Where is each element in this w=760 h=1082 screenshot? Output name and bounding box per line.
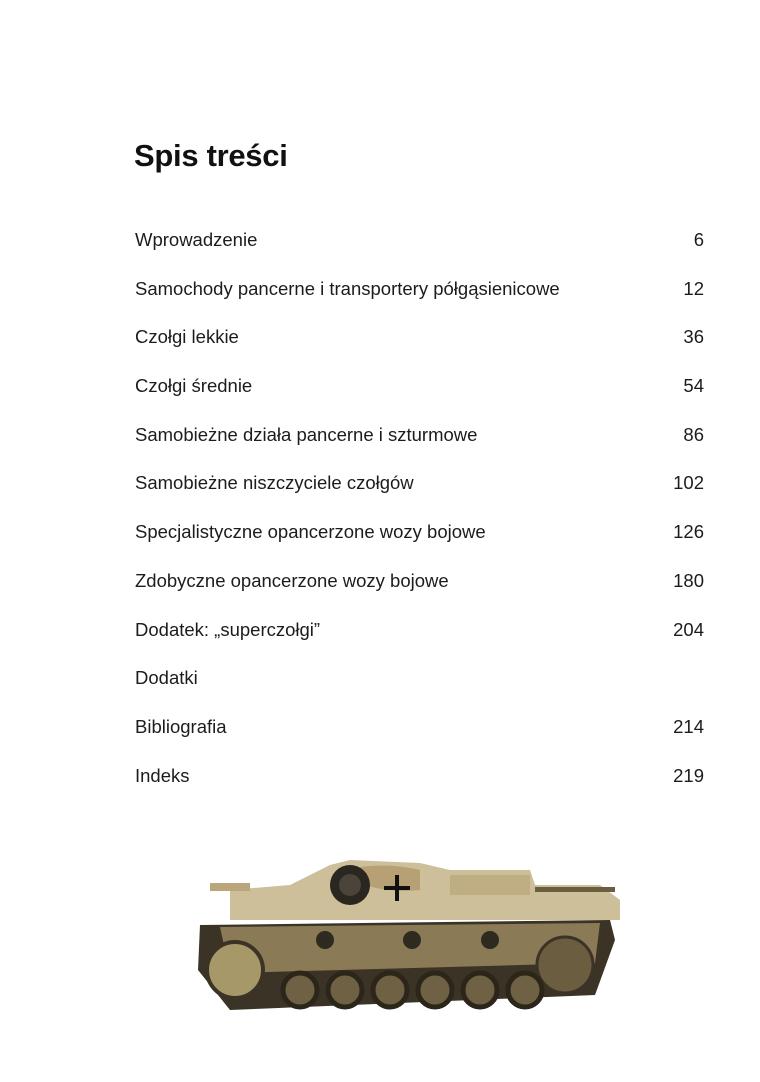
toc-entry-label: Czołgi lekkie bbox=[135, 326, 239, 348]
toc-entry-label: Samobieżne działa pancerne i szturmowe bbox=[135, 423, 478, 445]
toc-entry-page: 204 bbox=[673, 618, 704, 640]
toc-entry-page: 126 bbox=[673, 521, 704, 543]
spare-wheel-hub bbox=[339, 874, 361, 896]
toc-entry-label: Wprowadzenie bbox=[135, 229, 258, 250]
toc-entry-label: Samobieżne niszczyciele czołgów bbox=[135, 472, 414, 494]
toc-entry-page: 214 bbox=[673, 715, 704, 737]
toc-entry bbox=[135, 616, 704, 665]
page-title: Spis treści bbox=[134, 138, 288, 173]
toc-entry bbox=[135, 567, 704, 616]
toc-entry-page: 54 bbox=[683, 375, 704, 397]
toc-entry bbox=[135, 664, 704, 713]
toc-entry bbox=[135, 323, 704, 372]
toc-entry-page: 180 bbox=[673, 569, 704, 591]
idler-wheel bbox=[537, 937, 593, 993]
table-of-contents bbox=[135, 226, 704, 810]
toc-entry bbox=[135, 226, 704, 275]
toc-entry bbox=[135, 372, 704, 421]
camo-patch bbox=[450, 875, 530, 895]
toc-entry-page: 86 bbox=[683, 423, 704, 445]
toc-entry-label: Dodatki bbox=[135, 667, 198, 689]
toc-entry-label: Dodatek: „superczołgi” bbox=[135, 618, 321, 640]
toc-entry-page: 36 bbox=[683, 326, 704, 348]
toc-entry-label: Czołgi średnie bbox=[135, 375, 253, 397]
toc-entry bbox=[135, 713, 704, 762]
toc-entry bbox=[135, 469, 704, 518]
toc-entry-page: 12 bbox=[683, 277, 704, 299]
toc-entry-label: Indeks bbox=[135, 764, 190, 786]
toc-entry bbox=[135, 421, 704, 470]
toc-entry-page: 6 bbox=[693, 229, 704, 250]
toc-entry bbox=[135, 762, 704, 811]
tank-illustration bbox=[190, 845, 630, 1020]
toc-entry-page: 219 bbox=[673, 764, 704, 786]
antenna-rack bbox=[535, 887, 615, 892]
toc-entry-page: 102 bbox=[673, 472, 704, 494]
toc-entry-label: Zdobyczne opancerzone wozy bojowe bbox=[135, 569, 449, 591]
toc-entry-label: Bibliografia bbox=[135, 715, 227, 737]
toc-entry-label: Samochody pancerne i transportery półgąsienicowe bbox=[135, 277, 560, 299]
toc-entry-label: Specjalistyczne opancerzone wozy bojowe bbox=[135, 521, 486, 543]
toc-entry bbox=[135, 275, 704, 324]
drive-sprocket bbox=[207, 942, 263, 998]
gun-barrel bbox=[210, 883, 250, 891]
toc-entry bbox=[135, 518, 704, 567]
